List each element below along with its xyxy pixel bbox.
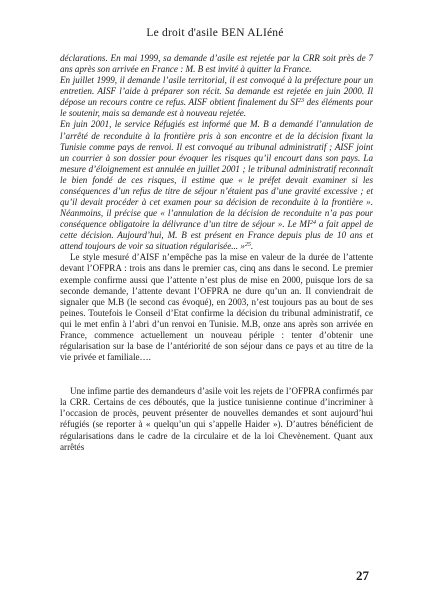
page-number: 27 bbox=[356, 568, 369, 583]
paragraph-3-end: . bbox=[250, 241, 254, 252]
paragraph-2 bbox=[60, 75, 373, 119]
paragraph-2-text: En juillet 1999, il demande l’asile territorial, il est convoqué à la préfecture pour un entretien. AISF l’aide à préparer son récit. Sa demande est rejetée en juin 2000. Il dépose un recours contre ce refus. AISF obtient finalement du SI bbox=[60, 75, 373, 108]
paragraph-3 bbox=[60, 119, 373, 252]
paragraph-3-text: En juin 2001, le service Réfugiés est informé que M. B a demandé l’annulation de l’arrêté de reconduite à la frontière pris à son encontre et de la décision fixant la Tunisie comme pays de renvoi. Il est convoqué au tribunal administratif ; AISF joint un courrier à son dossier pour évoquer les risques qu’il encourt dans son pays. La mesure d’éloignement est annulée en juillet 2001 ; le tribunal administratif reconnaît le bien fondé de ces risques, il estime que « le préfet devait examiner si les conséquences d’un refus de titre de séjour n’étaient pas d’une gravité excessive ; et qu’il devait procéder à cet examen pour sa décision de reconduite à la frontière ». Néanmoins, il précise que « l’annulation de la décision de reconduite n’a pas pour conséquence obligatoire la délivrance d’un titre de séjour ». Le MI bbox=[60, 119, 373, 230]
paragraph-2-end: des éléments pour le soutenir, mais sa demande est à nouveau rejetée. bbox=[60, 97, 374, 119]
footnote-ref-23: 23 bbox=[298, 98, 304, 105]
running-title: Le droit d'asile BEN ALIéné bbox=[146, 27, 284, 39]
body-text bbox=[60, 53, 373, 453]
paragraph-gap bbox=[60, 363, 373, 386]
paragraph-3-mid: a fait appel de cette décision. Aujourd’hui, M. B est présent en France depuis plus de 10 ans et attend toujours de voir sa situation régularisée... » bbox=[60, 219, 373, 252]
paragraph-4: Le style mesuré d’AISF n’empêche pas la mise en valeur de la durée de l’attente devant l’OFPRA : trois ans dans le premier cas, cinq ans dans le second. Le premier exemple confirme aussi que l’attente n’est plus de mise en 2000, puisque lors de sa seconde demande, l’attente devant l’OFPRA ne dure qu’un an. Il conviendrait de signaler que M.B (le second cas évoqué), en 2003, n’est toujours pas au bout de ses peines. Toutefois le Conseil d’Etat confirme la décision du tribunal administratif, ce qui le met enfin à l’abri d’un renvoi en Tunisie. M.B, onze ans après son arrivée en France, commence actuellement un nouveau périple : tenter d’obtenir une régularisation sur la base de l’antériorité de son séjour dans ce pays et au titre de la vie privée et familiale…. bbox=[60, 252, 373, 363]
footnote-ref-25: 25 bbox=[244, 242, 251, 249]
footnote-ref-24: 24 bbox=[310, 220, 317, 227]
paragraph-5: Une infime partie des demandeurs d’asile voit les rejets de l’OFPRA confirmés par la CRR. Certains de ces déboutés, que la justice tunisienne continue d’incriminer à l’occasion de procès, peuvent présenter de nouvelles demandes et sont aujourd’hui réfugiés (se reporter à « quelqu’un qui s’appelle Haider »). D’autres bénéficient de régularisations dans le cadre de la circulaire et de la loi Chevènement. Quant aux arrêtés bbox=[60, 386, 373, 452]
paragraph-1: déclarations. En mai 1999, sa demande d’asile est rejetée par la CRR soit près de 7 ans après son arrivée en France : M. B est invité à quitter la France. bbox=[60, 53, 373, 75]
